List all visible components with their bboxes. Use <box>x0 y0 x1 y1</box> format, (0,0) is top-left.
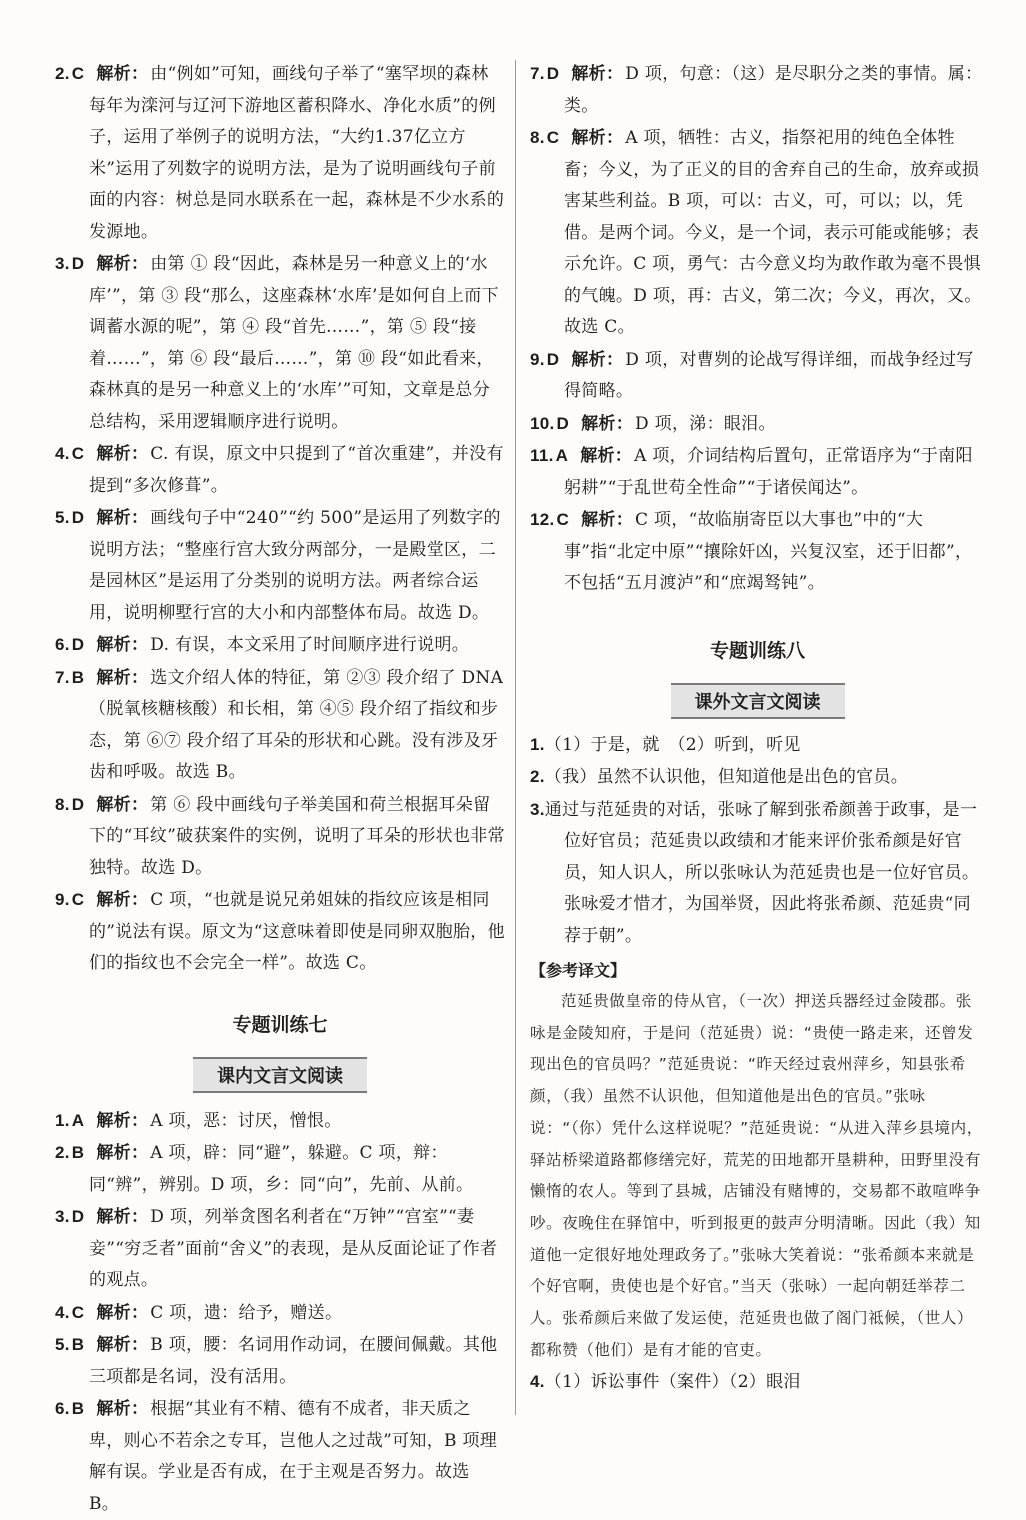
answer-item <box>55 1201 505 1297</box>
item-text: 选文介绍人体的特征，第 ②③ 段介绍了 DNA（脱氧核糖核酸）和长相，第 ④⑤ 段介绍了指纹和步态，第 ⑥⑦ 段介绍了耳朵的形状和心跳。没有涉及牙齿和呼吸。故选 B。 <box>89 668 503 783</box>
analysis-label: 解析： <box>96 795 148 815</box>
reference-title: 【参考译文】 <box>530 956 985 986</box>
answer-letter: A <box>72 1111 85 1130</box>
item-text: A 项，辟：同“避”，躲避。C 项，辩：同“辨”，辨别。D 项，乡：同“向”，先前、从前。 <box>89 1143 473 1195</box>
item-number: 12. <box>530 510 555 529</box>
answer-letter: D <box>547 64 560 83</box>
item-text: （我）虽然不认识他，但知道他是出色的官员。 <box>545 767 908 787</box>
answer-item <box>530 408 985 441</box>
item-number: 6. <box>55 635 70 654</box>
answer-item <box>530 58 985 122</box>
answer-item <box>55 1393 505 1520</box>
answer-list <box>530 58 985 600</box>
answer-letter: B <box>72 668 85 687</box>
answer-item <box>55 438 505 502</box>
section-subtitle: 课外文言文阅读 <box>671 683 845 719</box>
analysis-label: 解析： <box>96 508 148 528</box>
analysis-label: 解析： <box>571 128 623 148</box>
item-number: 4. <box>530 1372 545 1391</box>
item-text: C 项，“故临崩寄臣以大事也”中的“大事”指“北定中原”“攘除奸凶，兴复汉室，还于旧都”，不包括“五月渡泸”和“庶竭驽钝”。 <box>564 510 972 593</box>
item-number: 9. <box>55 890 70 909</box>
item-number: 9. <box>530 350 545 369</box>
analysis-label: 解析： <box>96 1111 148 1131</box>
answer-letter: C <box>72 890 85 909</box>
answer-letter: D <box>72 254 85 273</box>
section-title: 专题训练七 <box>55 1010 505 1037</box>
item-number: 2. <box>55 64 70 83</box>
answer-list <box>55 1105 505 1520</box>
analysis-label: 解析： <box>571 350 623 370</box>
item-number: 4. <box>55 444 70 463</box>
analysis-label: 解析： <box>96 1207 148 1227</box>
item-number: 5. <box>55 1335 70 1354</box>
answer-item <box>530 440 985 504</box>
item-text: （1）诉讼事件（案件）（2）眼泪 <box>545 1372 801 1392</box>
item-number: 4. <box>55 1303 70 1322</box>
section-title: 专题训练八 <box>530 636 985 663</box>
item-text: C. 有误，原文中只提到了“首次重建”，并没有提到“多次修葺”。 <box>89 444 504 496</box>
answer-item <box>55 789 505 885</box>
item-number: 1. <box>530 735 545 754</box>
answer-item <box>55 58 505 248</box>
answer-letter: B <box>72 1399 85 1418</box>
answer-item <box>55 1329 505 1393</box>
answer-list <box>530 729 985 953</box>
answer-item <box>530 1366 985 1399</box>
item-text: 由第 ① 段“因此，森林是另一种意义上的‘水库’”，第 ③ 段“那么，这座森林‘水库’是如何自上而下调蓄水源的呢”，第 ④ 段“首先……”，第 ⑤ 段“接着……”，第 ⑥ 段“最后……”，第 ⑩ 段“如此看来，森林真的是另一种意义上的‘水库’”可知，文章是总分总结构，采用逻辑顺序进行说明。 <box>89 254 499 432</box>
column-divider <box>515 60 516 1415</box>
answer-letter: B <box>72 1143 85 1162</box>
analysis-label: 解析： <box>571 64 623 84</box>
analysis-label: 解析： <box>581 414 633 434</box>
answer-item <box>55 629 505 662</box>
answer-item <box>55 1137 505 1201</box>
item-text: 第 ⑥ 段中画线句子举美国和荷兰根据耳朵留下的“耳纹”破获案件的实例，说明了耳朵的形状也非常独特。故选 D。 <box>89 795 505 878</box>
answer-letter: A <box>556 446 569 465</box>
analysis-label: 解析： <box>96 64 148 84</box>
item-text: D. 有误，本文采用了时间顺序进行说明。 <box>150 635 469 655</box>
analysis-label: 解析： <box>96 1335 148 1355</box>
answer-letter: C <box>557 510 570 529</box>
answer-item <box>530 729 985 762</box>
answer-letter: C <box>72 64 85 83</box>
answer-letter: D <box>72 1207 85 1226</box>
item-number: 7. <box>530 64 545 83</box>
answer-letter: D <box>557 414 570 433</box>
item-text: （1）于是，就 （2）听到，听见 <box>545 735 801 755</box>
answer-item <box>55 1297 505 1330</box>
item-text: A 项，牺牲：古义，指祭祀用的纯色全体牲畜；今义，为了正义的目的舍弃自己的生命，放弃或损害某些利益。B 项，可以：古义，可，可以；以，凭借。是两个词。今义，是一个词，表示可能或能够；表示允许。C 项，勇气：古今意义均为敢作敢为毫不畏惧的气魄。D 项，再：古义，第二次；今义，再次，又。故选 C。 <box>564 128 982 337</box>
analysis-label: 解析： <box>96 254 148 274</box>
analysis-label: 解析： <box>96 1399 148 1419</box>
right-column <box>530 58 985 1399</box>
item-number: 8. <box>55 795 70 814</box>
analysis-label: 解析： <box>96 1143 148 1163</box>
item-number: 6. <box>55 1399 70 1418</box>
item-number: 2. <box>530 767 545 786</box>
item-number: 3. <box>55 254 70 273</box>
answer-item <box>55 884 505 980</box>
answer-item <box>530 794 985 953</box>
item-text: B 项，腰：名词用作动词，在腰间佩戴。其他三项都是名词，没有活用。 <box>89 1335 497 1387</box>
item-text: 根据“其业有不精、德有不成者，非天质之卑，则心不若余之专耳，岂他人之过哉”可知，B 项理解有误。学业是否有成，在于主观是否努力。故选 B。 <box>89 1399 497 1514</box>
answer-item <box>55 502 505 629</box>
analysis-label: 解析： <box>96 1303 148 1323</box>
answer-item <box>530 122 985 344</box>
item-number: 3. <box>530 800 545 819</box>
item-text: A 项，恶：讨厌，憎恨。 <box>150 1111 341 1131</box>
item-number: 10. <box>530 414 555 433</box>
item-text: D 项，句意：（这）是尽职分之类的事情。属：类。 <box>564 64 982 116</box>
item-text: 画线句子中“240”“约 500”是运用了列数字的说明方法；“整座行宫大致分两部分，一是殿堂区，二是园林区”是运用了分类别的说明方法。两者综合运用，说明柳墅行宫的大小和内部整体布局。故选 D。 <box>89 508 501 623</box>
analysis-label: 解析： <box>581 510 633 530</box>
answer-letter: C <box>72 444 85 463</box>
left-column <box>55 58 505 1520</box>
answer-item <box>530 504 985 600</box>
item-text: C 项，遗：给予，赠送。 <box>150 1303 342 1323</box>
item-number: 5. <box>55 508 70 527</box>
answer-list <box>530 1366 985 1399</box>
answer-list <box>55 58 505 980</box>
item-text: C 项，“也就是说兄弟姐妹的指纹应该是相同的”说法有误。原文为“这意味着即使是同卵双胞胎，他们的指纹也不会完全一样”。故选 C。 <box>89 890 505 973</box>
section-subtitle: 课内文言文阅读 <box>193 1057 367 1093</box>
item-number: 1. <box>55 1111 70 1130</box>
answer-letter: D <box>72 508 85 527</box>
reference-translation: 范延贵做皇帝的侍从官，（一次）押送兵器经过金陵郡。张咏是金陵知府，于是问（范延贵）说：“贵使一路走来，还曾发现出色的官员吗？”范延贵说：“昨天经过袁州萍乡，知县张希颜，（我）虽然不认识他，但知道他是出色的官员。”张咏说：“（你）凭什么这样说呢？”范延贵说：“从进入萍乡县境内，驿站桥梁道路都修缮完好，荒芜的田地都开垦耕种，田野里没有懒惰的农人。等到了县城，店铺没有赌博的，交易都不敢喧哗争吵。夜晚住在驿馆中，听到报更的鼓声分明清晰。因此（我）知道他一定很好地处理政务了。”张咏大笑着说：“张希颜本来就是个好官啊，贵使也是个好官。”当天（张咏）一起向朝廷举荐二人。张希颜后来做了发运使，范延贵也做了阁门祗候，（世人）都称赞（他们）是有才能的官吏。 <box>530 986 985 1366</box>
answer-letter: B <box>72 1335 85 1354</box>
item-text: 由“例如”可知，画线句子举了“塞罕坝的森林每年为滦河与辽河下游地区蓄积降水、净化水质”的例子，运用了举例子的说明方法，“大约1.37亿立方米”运用了列数字的说明方法，是为了说明画线句子前面的内容：树总是同水联系在一起，森林是不少水系的发源地。 <box>89 64 504 242</box>
analysis-label: 解析： <box>580 446 632 466</box>
analysis-label: 解析： <box>96 890 148 910</box>
item-text: A 项，介词结构后置句，正常语序为“于南阳躬耕”“于乱世苟全性命”“于诸侯闻达”。 <box>564 446 973 498</box>
item-number: 8. <box>530 128 545 147</box>
answer-item <box>530 344 985 408</box>
analysis-label: 解析： <box>96 444 148 464</box>
analysis-label: 解析： <box>96 635 148 655</box>
item-text: D 项，涕：眼泪。 <box>635 414 776 434</box>
answer-item <box>530 761 985 794</box>
answer-letter: D <box>72 635 85 654</box>
item-text: 通过与范延贵的对话，张咏了解到张希颜善于政事，是一位好官员；范延贵以政绩和才能来评价张希颜是好官员，知人识人，所以张咏认为范延贵也是一位好官员。张咏爱才惜才，为国举贤，因此将张希颜、范延贵“同荐于朝”。 <box>545 800 979 946</box>
item-number: 3. <box>55 1207 70 1226</box>
analysis-label: 解析： <box>96 668 148 688</box>
item-number: 2. <box>55 1143 70 1162</box>
answer-item <box>55 1105 505 1138</box>
answer-letter: D <box>72 795 85 814</box>
answer-letter: C <box>72 1303 85 1322</box>
item-number: 7. <box>55 668 70 687</box>
answer-item <box>55 662 505 789</box>
answer-letter: D <box>547 350 560 369</box>
item-text: D 项，列举贪图名利者在“万钟”“宫室”“妻妾”“穷乏者”面前“舍义”的表现，是从反面论证了作者的观点。 <box>89 1207 497 1290</box>
answer-letter: C <box>547 128 560 147</box>
item-text: D 项，对曹刿的论战写得详细，而战争经过写得简略。 <box>564 350 974 402</box>
answer-item <box>55 248 505 438</box>
item-number: 11. <box>530 446 554 465</box>
